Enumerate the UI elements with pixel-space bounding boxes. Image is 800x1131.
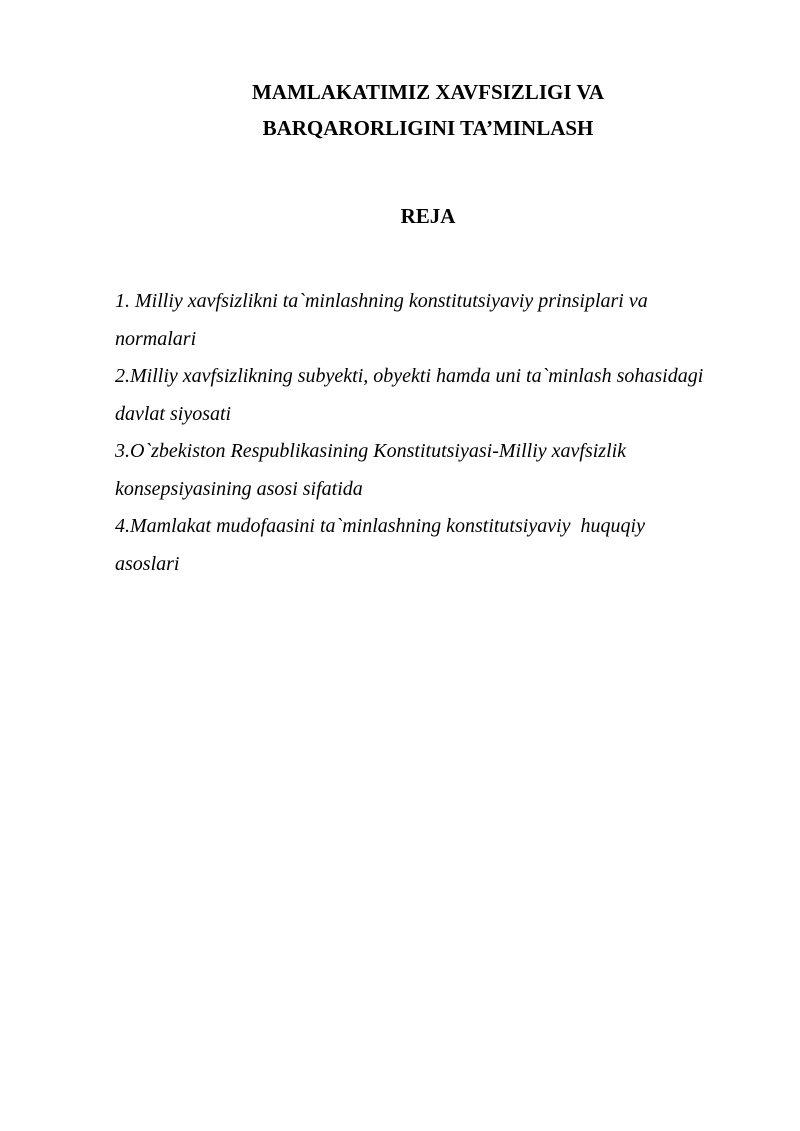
plan-item-4: 4.Mamlakat mudofaasini ta`minlashning konstitutsiyaviy huquqiy asoslari [115, 515, 650, 575]
document-title-line-1: MAMLAKATIMIZ XAVFSIZLIGI VA [251, 80, 604, 104]
plan-heading: REJA [400, 204, 456, 228]
plan-list [115, 283, 709, 583]
plan-item-3: 3.O`zbekiston Respublikasining Konstitutsiyasi-Milliy xavfsizlik konsepsiyasining asosi sifatida [115, 440, 632, 500]
document-title [0, 74, 800, 146]
plan-item-2: 2.Milliy xavfsizlikning subyekti, obyekti hamda uni ta`minlash sohasidagi davlat siyosati [115, 365, 709, 425]
plan-item-1: 1. Milliy xavfsizlikni ta`minlashning konstitutsiyaviy prinsiplari va normalari [115, 290, 653, 350]
document-title-line-2: BARQARORLIGINI TA’MINLASH [262, 116, 594, 140]
